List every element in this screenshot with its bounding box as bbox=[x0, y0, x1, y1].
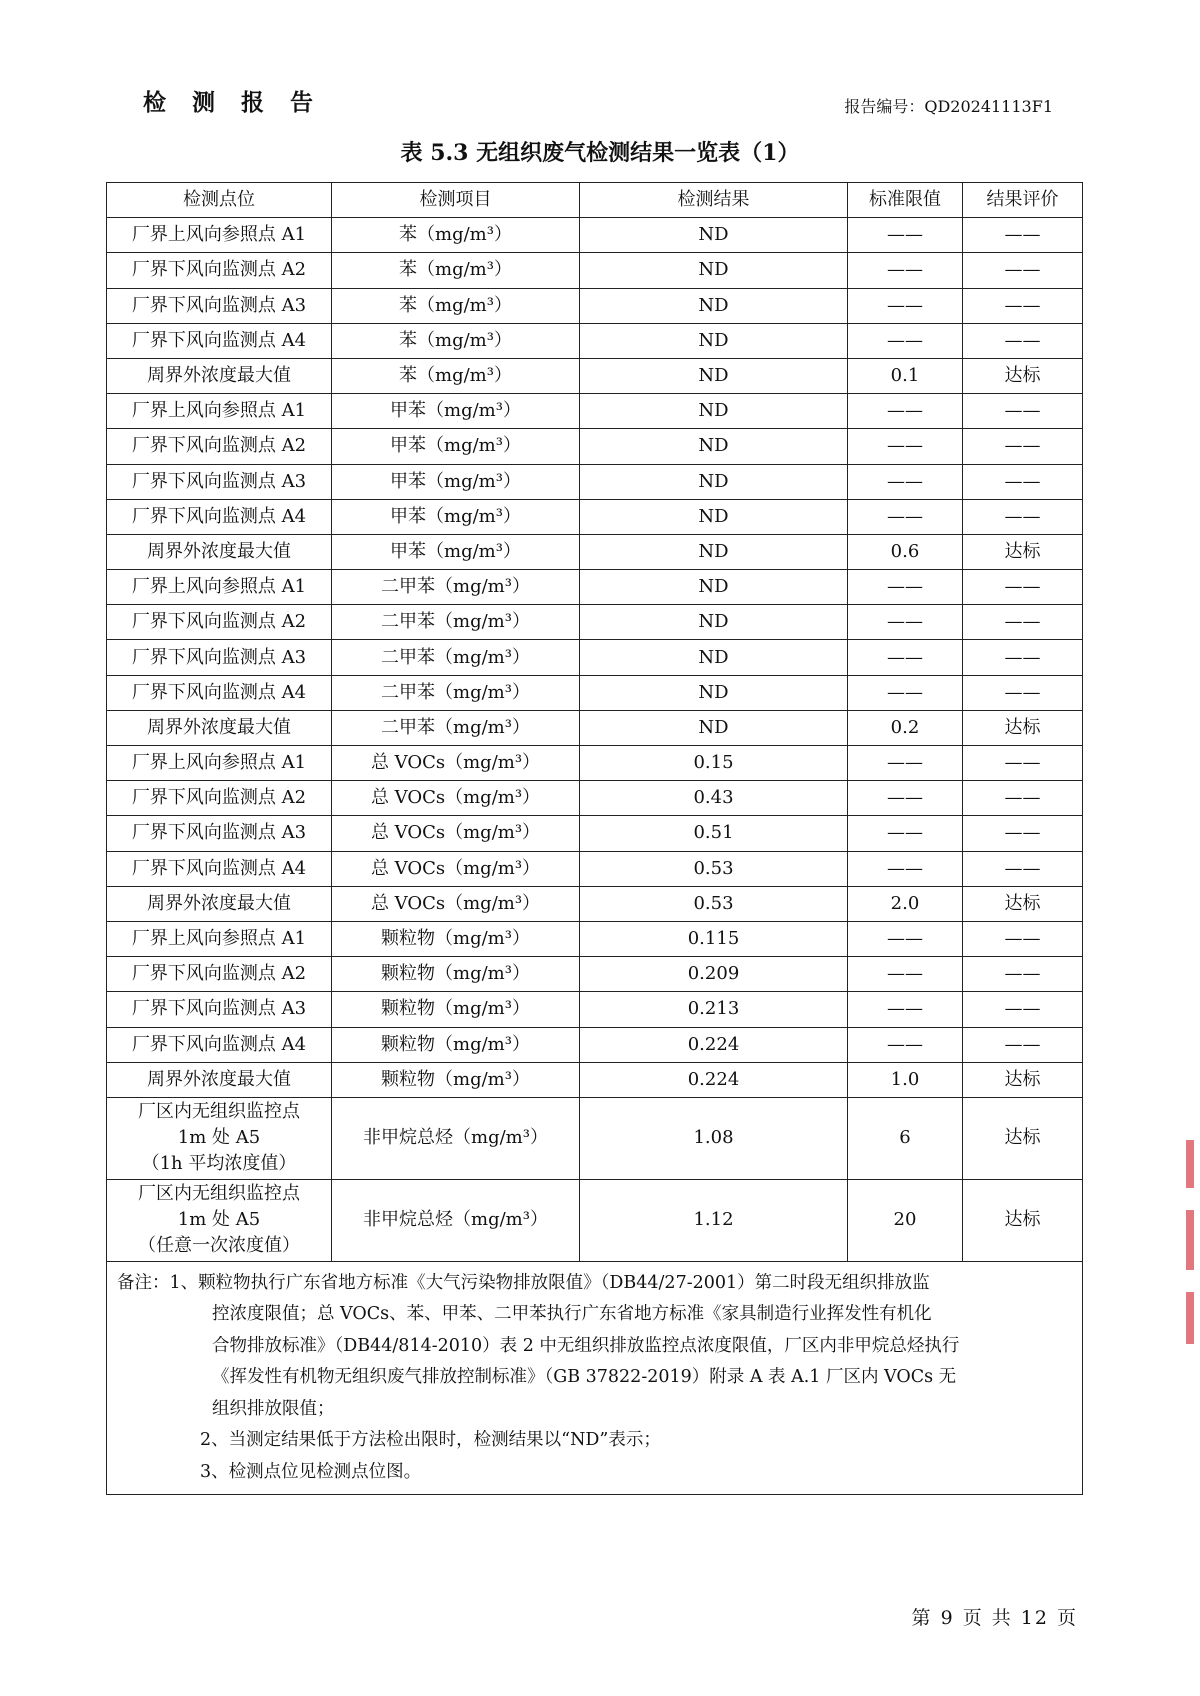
limit-cell: 1.0 bbox=[848, 1062, 963, 1097]
location-cell: 厂界下风向监测点 A2 bbox=[107, 781, 332, 816]
location-cell: 厂界下风向监测点 A2 bbox=[107, 957, 332, 992]
location-line: （任意一次浓度值） bbox=[138, 1235, 300, 1257]
item-cell: 颗粒物（mg/m³） bbox=[332, 957, 580, 992]
result-cell: ND bbox=[580, 570, 848, 605]
result-cell: ND bbox=[580, 429, 848, 464]
limit-cell: —— bbox=[848, 499, 963, 534]
seal-stamp-fragment bbox=[1186, 1140, 1200, 1370]
location-line: 厂区内无组织监控点 bbox=[138, 1183, 300, 1205]
location-cell: 周界外浓度最大值 bbox=[107, 886, 332, 921]
eval-cell: 达标 bbox=[963, 1062, 1083, 1097]
result-cell: ND bbox=[580, 605, 848, 640]
item-cell: 总 VOCs（mg/m³） bbox=[332, 781, 580, 816]
result-cell: 0.224 bbox=[580, 1027, 848, 1062]
header-cell: 标准限值 bbox=[848, 183, 963, 218]
table-row bbox=[107, 394, 1083, 429]
location-cell: 厂界上风向参照点 A1 bbox=[107, 394, 332, 429]
result-cell: 1.08 bbox=[580, 1097, 848, 1179]
location-line: （1h 平均浓度值） bbox=[141, 1153, 297, 1175]
location-cell bbox=[107, 1097, 332, 1179]
limit-cell: 0.6 bbox=[848, 534, 963, 569]
item-cell: 颗粒物（mg/m³） bbox=[332, 1062, 580, 1097]
location-cell: 周界外浓度最大值 bbox=[107, 710, 332, 745]
table-row bbox=[107, 675, 1083, 710]
result-cell: ND bbox=[580, 394, 848, 429]
table-row bbox=[107, 851, 1083, 886]
limit-cell: 2.0 bbox=[848, 886, 963, 921]
result-cell: ND bbox=[580, 534, 848, 569]
limit-cell: —— bbox=[848, 394, 963, 429]
eval-cell: —— bbox=[963, 640, 1083, 675]
item-cell: 总 VOCs（mg/m³） bbox=[332, 816, 580, 851]
eval-cell: —— bbox=[963, 288, 1083, 323]
result-cell: 0.53 bbox=[580, 886, 848, 921]
limit-cell: —— bbox=[848, 746, 963, 781]
result-cell: 0.15 bbox=[580, 746, 848, 781]
eval-cell: 达标 bbox=[963, 886, 1083, 921]
eval-cell: 达标 bbox=[963, 358, 1083, 393]
location-line: 1m 处 A5 bbox=[177, 1127, 261, 1149]
table-row bbox=[107, 534, 1083, 569]
location-cell: 厂界下风向监测点 A4 bbox=[107, 851, 332, 886]
result-cell: 0.53 bbox=[580, 851, 848, 886]
eval-cell: —— bbox=[963, 992, 1083, 1027]
location-cell: 厂界下风向监测点 A3 bbox=[107, 992, 332, 1027]
table-row bbox=[107, 323, 1083, 358]
item-cell: 二甲苯（mg/m³） bbox=[332, 570, 580, 605]
item-cell: 苯（mg/m³） bbox=[332, 253, 580, 288]
note-line: 《挥发性有机物无组织废气排放控制标准》（GB 37822-2019）附录 A 表 A.1 厂区内 VOCs 无 bbox=[212, 1367, 957, 1388]
location-cell: 周界外浓度最大值 bbox=[107, 1062, 332, 1097]
result-cell: ND bbox=[580, 288, 848, 323]
eval-cell: —— bbox=[963, 851, 1083, 886]
limit-cell: —— bbox=[848, 781, 963, 816]
item-cell: 二甲苯（mg/m³） bbox=[332, 640, 580, 675]
item-cell: 苯（mg/m³） bbox=[332, 323, 580, 358]
item-cell: 非甲烷总烃（mg/m³） bbox=[332, 1179, 580, 1261]
header-cell: 检测项目 bbox=[332, 183, 580, 218]
result-cell: ND bbox=[580, 710, 848, 745]
table-row bbox=[107, 957, 1083, 992]
location-cell: 周界外浓度最大值 bbox=[107, 358, 332, 393]
header-cell: 检测结果 bbox=[580, 183, 848, 218]
table-row bbox=[107, 921, 1083, 956]
eval-cell: —— bbox=[963, 394, 1083, 429]
note-line: 组织排放限值； bbox=[212, 1398, 335, 1419]
table-row bbox=[107, 605, 1083, 640]
limit-cell: —— bbox=[848, 218, 963, 253]
table-row bbox=[107, 710, 1083, 745]
table-row bbox=[107, 1179, 1083, 1261]
result-cell: 0.224 bbox=[580, 1062, 848, 1097]
item-cell: 苯（mg/m³） bbox=[332, 358, 580, 393]
item-cell: 苯（mg/m³） bbox=[332, 218, 580, 253]
limit-cell: —— bbox=[848, 605, 963, 640]
location-cell: 厂界下风向监测点 A3 bbox=[107, 464, 332, 499]
limit-cell: —— bbox=[848, 992, 963, 1027]
item-cell: 二甲苯（mg/m³） bbox=[332, 710, 580, 745]
result-cell: ND bbox=[580, 253, 848, 288]
item-cell: 非甲烷总烃（mg/m³） bbox=[332, 1097, 580, 1179]
table-row bbox=[107, 499, 1083, 534]
location-cell: 厂界下风向监测点 A2 bbox=[107, 605, 332, 640]
report-header-left: 检 测 报 告 bbox=[143, 89, 323, 116]
location-cell: 厂界上风向参照点 A1 bbox=[107, 746, 332, 781]
page-footer: 第 9 页 共 12 页 bbox=[911, 1607, 1078, 1629]
results-table bbox=[106, 182, 1083, 1495]
limit-cell: —— bbox=[848, 429, 963, 464]
limit-cell: 6 bbox=[848, 1097, 963, 1179]
table-row bbox=[107, 464, 1083, 499]
table-row bbox=[107, 358, 1083, 393]
result-cell: 0.51 bbox=[580, 816, 848, 851]
table-row bbox=[107, 816, 1083, 851]
limit-cell: 0.1 bbox=[848, 358, 963, 393]
location-cell: 厂界上风向参照点 A1 bbox=[107, 921, 332, 956]
table-row bbox=[107, 253, 1083, 288]
eval-cell: —— bbox=[963, 816, 1083, 851]
table-header-row bbox=[107, 183, 1083, 218]
location-cell: 厂界下风向监测点 A3 bbox=[107, 816, 332, 851]
eval-cell: —— bbox=[963, 464, 1083, 499]
limit-cell: —— bbox=[848, 640, 963, 675]
eval-cell: —— bbox=[963, 429, 1083, 464]
result-cell: ND bbox=[580, 218, 848, 253]
eval-cell: —— bbox=[963, 605, 1083, 640]
location-cell: 厂界下风向监测点 A2 bbox=[107, 253, 332, 288]
limit-cell: —— bbox=[848, 816, 963, 851]
limit-cell: —— bbox=[848, 253, 963, 288]
table-body-tall bbox=[107, 1097, 1083, 1495]
result-cell: ND bbox=[580, 640, 848, 675]
limit-cell: 20 bbox=[848, 1179, 963, 1261]
item-cell: 二甲苯（mg/m³） bbox=[332, 605, 580, 640]
limit-cell: 0.2 bbox=[848, 710, 963, 745]
location-cell: 厂界下风向监测点 A2 bbox=[107, 429, 332, 464]
limit-cell: —— bbox=[848, 957, 963, 992]
header-cell: 结果评价 bbox=[963, 183, 1083, 218]
limit-cell: —— bbox=[848, 464, 963, 499]
location-cell bbox=[107, 1179, 332, 1261]
result-cell: 0.115 bbox=[580, 921, 848, 956]
limit-cell: —— bbox=[848, 675, 963, 710]
location-cell: 厂界上风向参照点 A1 bbox=[107, 570, 332, 605]
limit-cell: —— bbox=[848, 570, 963, 605]
table-row bbox=[107, 429, 1083, 464]
item-cell: 二甲苯（mg/m³） bbox=[332, 675, 580, 710]
eval-cell: —— bbox=[963, 746, 1083, 781]
location-cell: 厂界下风向监测点 A3 bbox=[107, 288, 332, 323]
item-cell: 苯（mg/m³） bbox=[332, 288, 580, 323]
result-cell: ND bbox=[580, 323, 848, 358]
eval-cell: 达标 bbox=[963, 1179, 1083, 1261]
limit-cell: —— bbox=[848, 921, 963, 956]
location-line: 1m 处 A5 bbox=[177, 1209, 261, 1231]
table-row bbox=[107, 992, 1083, 1027]
item-cell: 颗粒物（mg/m³） bbox=[332, 1027, 580, 1062]
report-number: 报告编号：QD20241113F1 bbox=[844, 97, 1053, 116]
location-cell: 厂界下风向监测点 A4 bbox=[107, 323, 332, 358]
location-cell: 周界外浓度最大值 bbox=[107, 534, 332, 569]
note-line: 合物排放标准》（DB44/814-2010）表 2 中无组织排放监控点浓度限值，厂区内非甲烷总烃执行 bbox=[212, 1335, 960, 1356]
header-cell: 检测点位 bbox=[107, 183, 332, 218]
result-cell: ND bbox=[580, 499, 848, 534]
result-cell: 0.209 bbox=[580, 957, 848, 992]
location-cell: 厂界下风向监测点 A4 bbox=[107, 1027, 332, 1062]
location-cell: 厂界上风向参照点 A1 bbox=[107, 218, 332, 253]
eval-cell: 达标 bbox=[963, 1097, 1083, 1179]
table-row bbox=[107, 288, 1083, 323]
result-cell: 1.12 bbox=[580, 1179, 848, 1261]
eval-cell: —— bbox=[963, 675, 1083, 710]
item-cell: 颗粒物（mg/m³） bbox=[332, 992, 580, 1027]
item-cell: 总 VOCs（mg/m³） bbox=[332, 746, 580, 781]
eval-cell: —— bbox=[963, 781, 1083, 816]
location-cell: 厂界下风向监测点 A4 bbox=[107, 499, 332, 534]
item-cell: 总 VOCs（mg/m³） bbox=[332, 886, 580, 921]
eval-cell: —— bbox=[963, 323, 1083, 358]
notes-row bbox=[107, 1261, 1083, 1495]
note-line: 控浓度限值；总 VOCs、苯、甲苯、二甲苯执行广东省地方标准《家具制造行业挥发性有机化 bbox=[212, 1304, 932, 1325]
table-row bbox=[107, 781, 1083, 816]
note-line: 备注：1、颗粒物执行广东省地方标准《大气污染物排放限值》（DB44/27-2001）第二时段无组织排放监 bbox=[117, 1272, 930, 1293]
limit-cell: —— bbox=[848, 851, 963, 886]
eval-cell: —— bbox=[963, 1027, 1083, 1062]
eval-cell: —— bbox=[963, 253, 1083, 288]
item-cell: 总 VOCs（mg/m³） bbox=[332, 851, 580, 886]
note-line: 2、当测定结果低于方法检出限时，检测结果以“ND”表示； bbox=[200, 1430, 661, 1451]
table-row bbox=[107, 1027, 1083, 1062]
item-cell: 颗粒物（mg/m³） bbox=[332, 921, 580, 956]
location-cell: 厂界下风向监测点 A4 bbox=[107, 675, 332, 710]
limit-cell: —— bbox=[848, 288, 963, 323]
result-cell: 0.213 bbox=[580, 992, 848, 1027]
note-line: 3、检测点位见检测点位图。 bbox=[200, 1461, 422, 1482]
eval-cell: —— bbox=[963, 957, 1083, 992]
result-cell: 0.43 bbox=[580, 781, 848, 816]
eval-cell: —— bbox=[963, 499, 1083, 534]
eval-cell: 达标 bbox=[963, 710, 1083, 745]
item-cell: 甲苯（mg/m³） bbox=[332, 499, 580, 534]
notes-cell bbox=[107, 1261, 1083, 1495]
item-cell: 甲苯（mg/m³） bbox=[332, 429, 580, 464]
eval-cell: —— bbox=[963, 570, 1083, 605]
table-row bbox=[107, 640, 1083, 675]
result-cell: ND bbox=[580, 464, 848, 499]
table-row bbox=[107, 1097, 1083, 1179]
location-line: 厂区内无组织监控点 bbox=[138, 1101, 300, 1123]
result-cell: ND bbox=[580, 358, 848, 393]
table-row bbox=[107, 1062, 1083, 1097]
eval-cell: —— bbox=[963, 218, 1083, 253]
result-cell: ND bbox=[580, 675, 848, 710]
table-title: 表 5.3 无组织废气检测结果一览表（1） bbox=[400, 140, 800, 166]
limit-cell: —— bbox=[848, 323, 963, 358]
table-row bbox=[107, 570, 1083, 605]
table-body bbox=[107, 218, 1083, 1098]
table-row bbox=[107, 218, 1083, 253]
eval-cell: 达标 bbox=[963, 534, 1083, 569]
item-cell: 甲苯（mg/m³） bbox=[332, 534, 580, 569]
item-cell: 甲苯（mg/m³） bbox=[332, 394, 580, 429]
table-row bbox=[107, 746, 1083, 781]
item-cell: 甲苯（mg/m³） bbox=[332, 464, 580, 499]
location-cell: 厂界下风向监测点 A3 bbox=[107, 640, 332, 675]
limit-cell: —— bbox=[848, 1027, 963, 1062]
eval-cell: —— bbox=[963, 921, 1083, 956]
table-row bbox=[107, 886, 1083, 921]
